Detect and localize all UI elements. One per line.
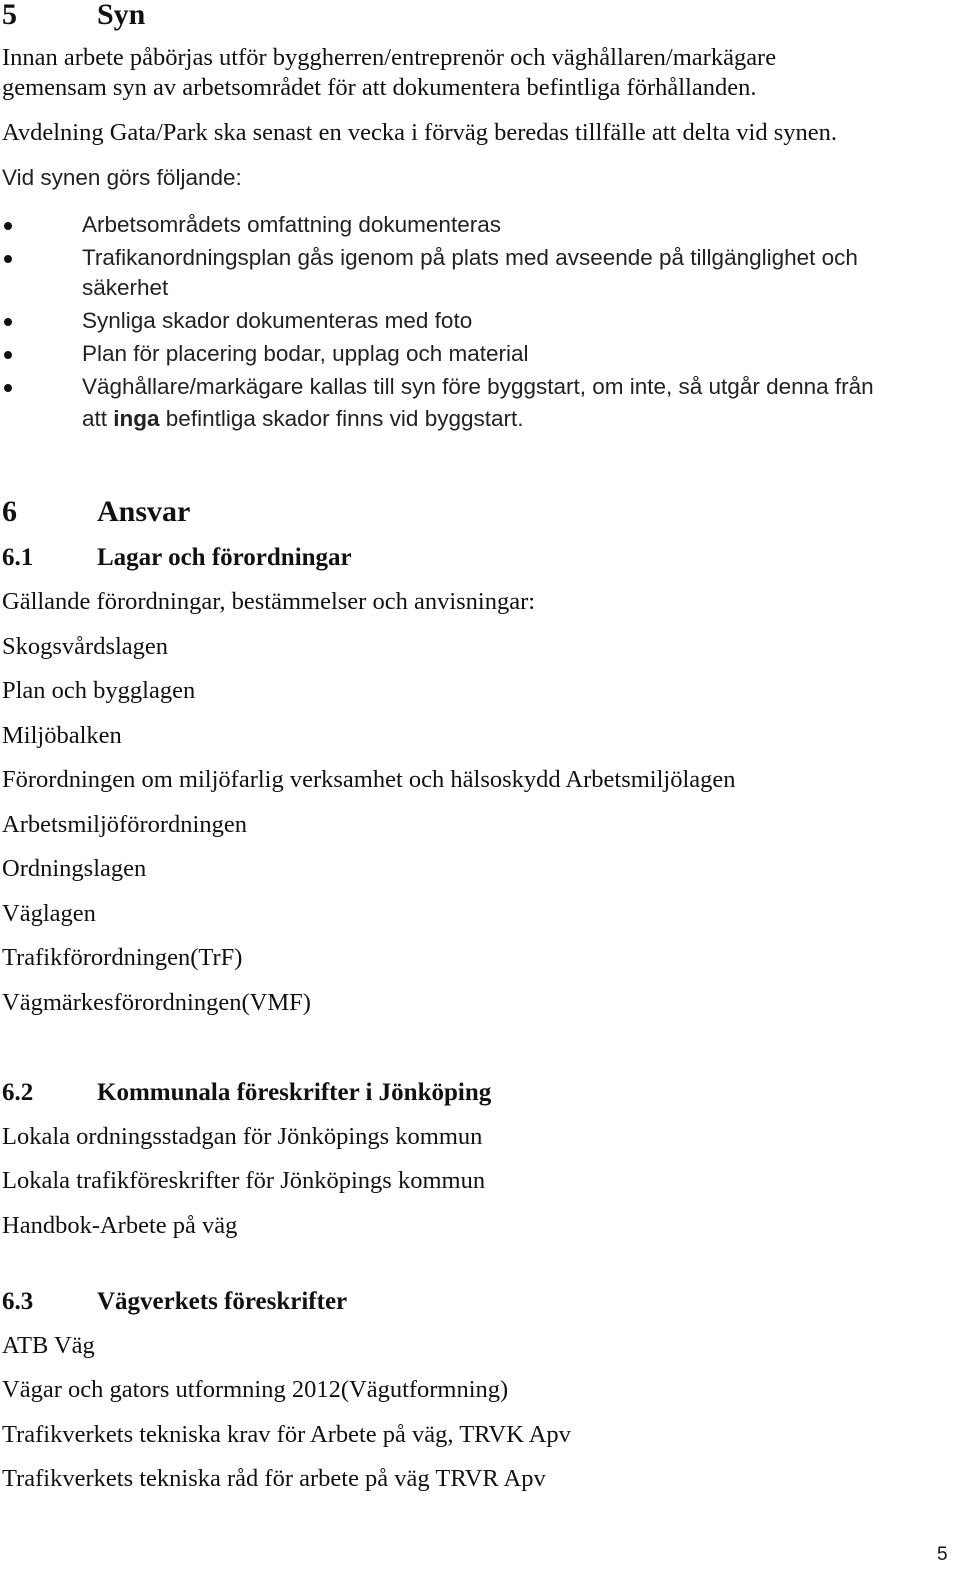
regulation-item: Vägar och gators utformning 2012(Vägutformning) xyxy=(2,1376,509,1403)
page-number: 5 xyxy=(937,1544,948,1565)
law-item: Trafikförordningen(TrF) xyxy=(2,944,243,971)
bullet-item: Trafikanordningsplan gås igenom på plats med avseende på tillgänglighet och xyxy=(82,245,858,270)
bold-word: inga xyxy=(113,406,160,431)
law-item: Förordningen om miljöfarlig verksamhet och hälsoskydd Arbetsmiljölagen xyxy=(2,766,736,793)
regulation-item: Handbok-Arbete på väg xyxy=(2,1212,238,1239)
law-item: Arbetsmiljöförordningen xyxy=(2,811,247,838)
section-6-number: 6 xyxy=(2,495,17,528)
bullet-item-continuation: säkerhet xyxy=(82,275,169,300)
regulation-item: Trafikverkets tekniska krav för Arbete på väg, TRVK Apv xyxy=(2,1421,571,1448)
bullet-dot xyxy=(4,318,12,326)
subsection-6-2-title: Kommunala föreskrifter i Jönköping xyxy=(97,1079,492,1106)
regulation-item: ATB Väg xyxy=(2,1332,95,1359)
bullet-dot xyxy=(4,384,12,392)
law-item: Väglagen xyxy=(2,900,96,927)
section-5-paragraph-line-2: gemensam syn av arbetsområdet för att dokumentera befintliga förhållanden. xyxy=(2,74,757,101)
section-5-paragraph-line-1: Innan arbete påbörjas utför byggherren/entreprenör och väghållaren/markägare xyxy=(2,44,777,71)
law-item: Vägmärkesförordningen(VMF) xyxy=(2,989,311,1016)
law-item: Skogsvårdslagen xyxy=(2,633,169,660)
law-item: Ordningslagen xyxy=(2,855,147,882)
law-item: Plan och bygglagen xyxy=(2,677,196,704)
text-pre: att xyxy=(82,406,114,431)
subsection-6-3-number: 6.3 xyxy=(2,1288,34,1315)
law-item: Gällande förordningar, bestämmelser och anvisningar: xyxy=(2,588,536,615)
section-5-title: Syn xyxy=(97,0,146,31)
bullet-dot xyxy=(4,351,12,359)
regulation-item: Lokala trafikföreskrifter för Jönköpings kommun xyxy=(2,1167,486,1194)
bullet-dot xyxy=(4,255,12,263)
subsection-6-2-number: 6.2 xyxy=(2,1079,34,1106)
subsection-6-3-title: Vägverkets föreskrifter xyxy=(97,1288,348,1315)
subsection-6-1-number: 6.1 xyxy=(2,544,34,571)
text-post: befintliga skador finns vid byggstart. xyxy=(159,406,524,431)
bullet-item: Plan för placering bodar, upplag och material xyxy=(82,341,529,366)
regulation-item: Trafikverkets tekniska råd för arbete på väg TRVR Apv xyxy=(2,1465,546,1492)
section-5-number: 5 xyxy=(2,0,17,31)
bullet-item: Väghållare/markägare kallas till syn före byggstart, om inte, så utgår denna från xyxy=(82,374,874,399)
section-5-paragraph-2: Avdelning Gata/Park ska senast en vecka i förväg beredas tillfälle att delta vid synen. xyxy=(2,119,837,146)
bullet-dot xyxy=(4,222,12,230)
regulation-item: Lokala ordningsstadgan för Jönköpings kommun xyxy=(2,1123,483,1150)
bullet-item: Arbetsområdets omfattning dokumenteras xyxy=(82,212,501,237)
bullet-item-continuation xyxy=(82,405,524,433)
bullet-item: Synliga skador dokumenteras med foto xyxy=(82,308,473,333)
section-5-intro: Vid synen görs följande: xyxy=(2,165,242,190)
subsection-6-1-title: Lagar och förordningar xyxy=(97,544,352,571)
section-6-title: Ansvar xyxy=(97,495,191,528)
law-item: Miljöbalken xyxy=(2,722,122,749)
